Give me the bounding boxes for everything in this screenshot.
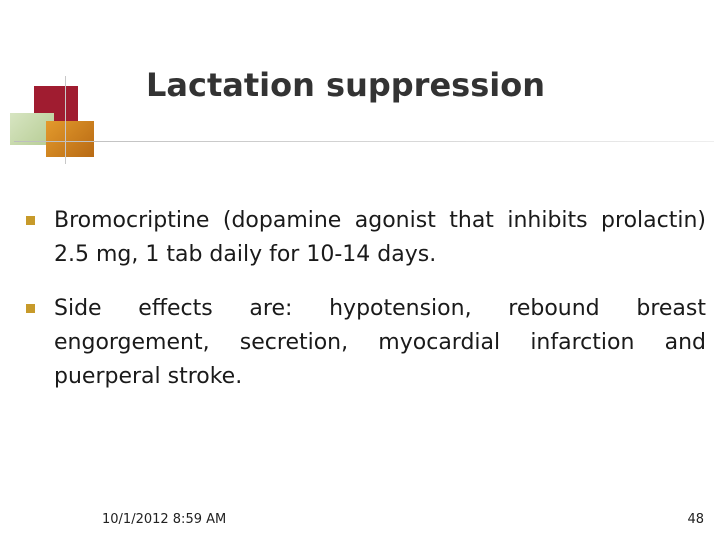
bullet-text: Bromocriptine (dopamine agonist that inhibits prolactin) 2.5 mg, 1 tab daily for 10-14 days.: [54, 208, 706, 267]
decorative-orange-square: [46, 121, 94, 157]
slide-title: Lactation suppression: [146, 66, 545, 104]
decorative-vertical-line: [65, 76, 66, 164]
bullet-list: [24, 204, 706, 414]
bullet-square-icon: [26, 304, 35, 313]
bullet-item: [24, 292, 706, 394]
bullet-text: Side effects are: hypotension, rebound breast engorgement, secretion, myocardial infarction and puerperal stroke.: [54, 296, 706, 389]
title-divider-line: [14, 141, 714, 142]
bullet-square-icon: [26, 216, 35, 225]
bullet-item: [24, 204, 706, 272]
footer-date: 10/1/2012 8:59 AM: [102, 512, 227, 527]
footer-page-number: 48: [687, 512, 704, 527]
